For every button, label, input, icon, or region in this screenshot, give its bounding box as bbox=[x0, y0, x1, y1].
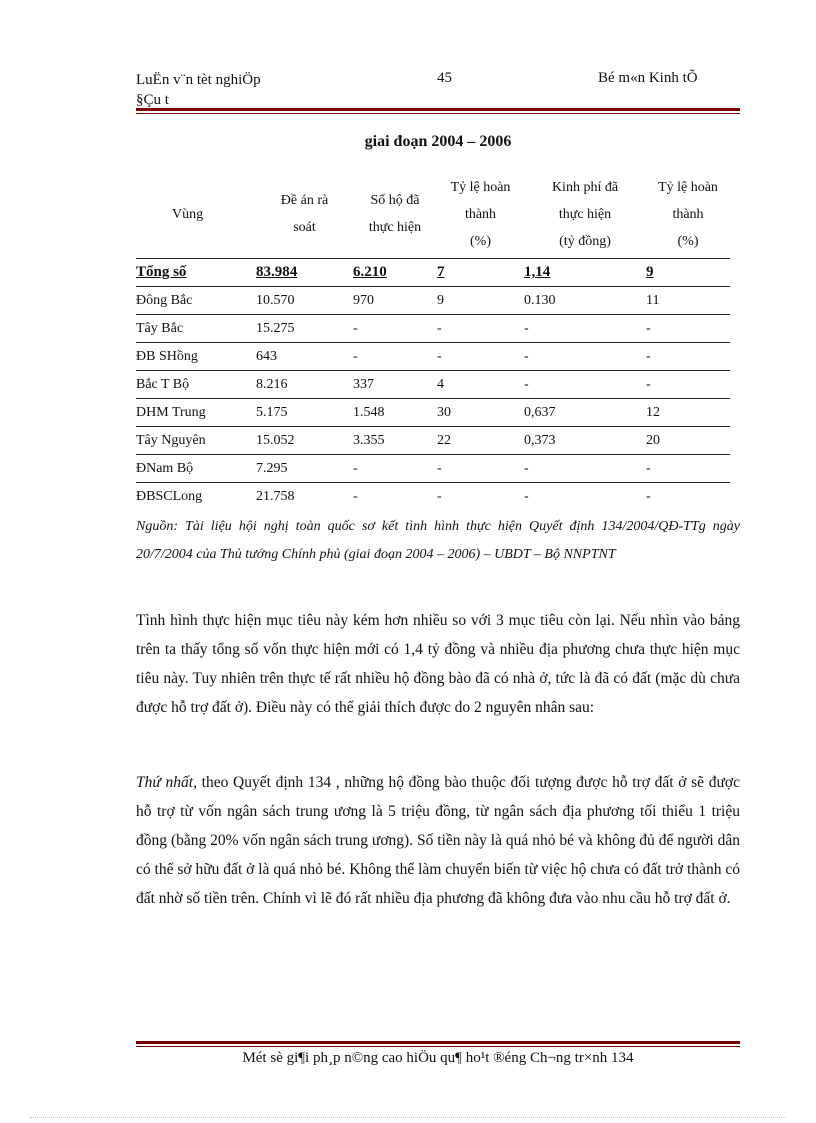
page-number: 45 bbox=[437, 70, 452, 86]
header-rule bbox=[136, 108, 740, 111]
table-row bbox=[136, 427, 730, 455]
region-cell: ĐNam Bộ bbox=[136, 455, 256, 483]
value-cell: - bbox=[437, 483, 524, 511]
region-cell: ĐBSCLong bbox=[136, 483, 256, 511]
paragraph-2 bbox=[136, 768, 740, 913]
footer-title: Mét sè gi¶i ph¸p n©ng cao hiÖu qu¶ ho¹t ®éng Ch¬ng tr×nh 134 bbox=[242, 1050, 634, 1066]
value-cell: - bbox=[524, 455, 646, 483]
table-row bbox=[136, 483, 730, 511]
value-cell: - bbox=[646, 371, 730, 399]
value-cell: 6.210 bbox=[353, 259, 437, 287]
value-cell: - bbox=[524, 343, 646, 371]
value-cell: - bbox=[646, 483, 730, 511]
header-rule-thin bbox=[136, 113, 740, 114]
value-cell: - bbox=[646, 455, 730, 483]
region-cell: Bắc T Bộ bbox=[136, 371, 256, 399]
region-cell: Tổng số bbox=[136, 259, 256, 287]
region-cell: Đông Bắc bbox=[136, 287, 256, 315]
footer-rule-thin bbox=[136, 1046, 740, 1047]
column-header: Vùng bbox=[172, 206, 204, 222]
value-cell: - bbox=[437, 343, 524, 371]
value-cell: 30 bbox=[437, 399, 524, 427]
header-thesis-subtitle: §Çu t bbox=[136, 92, 169, 108]
source-note: Nguồn: Tài liệu hội nghị toàn quốc sơ kết tình hình thực hiện Quyết định 134/2004/QĐ-TTg ngày 20/7/2004 của Thủ tướng Chính phủ (giai đoạn 2004 – 2006) – UBDT – Bộ NNPTNT bbox=[136, 519, 740, 562]
value-cell: 3.355 bbox=[353, 427, 437, 455]
value-cell: - bbox=[353, 483, 437, 511]
region-cell: Tây Bắc bbox=[136, 315, 256, 343]
value-cell: 9 bbox=[646, 259, 730, 287]
data-table bbox=[136, 170, 730, 510]
value-cell: - bbox=[437, 455, 524, 483]
value-cell: - bbox=[353, 455, 437, 483]
value-cell: 0,637 bbox=[524, 399, 646, 427]
region-cell: Tây Nguyên bbox=[136, 427, 256, 455]
value-cell: 21.758 bbox=[256, 483, 353, 511]
value-cell: 83.984 bbox=[256, 259, 353, 287]
value-cell: 1.548 bbox=[353, 399, 437, 427]
value-cell: - bbox=[524, 371, 646, 399]
paragraph-2-body: theo Quyết định 134 , những hộ đồng bào thuộc đối tượng được hỗ trợ đất ở sẽ được hỗ trợ từ vốn ngân sách trung ương là 5 triệu đồng, từ ngân sách địa phương tối thiểu 1 triệu đồng (bằng 20% vốn ngân sách trung ương). Số tiền này là quá nhỏ bé và không đủ để người dân có thể sở hữu đất ở là quá nhỏ bé. Không thể làm chuyển biến từ việc hộ chưa có đất trở thành có đất nhờ số tiền trên. Chính vì lẽ đó rất nhiều địa phương đã không đưa vào nhu cầu hỗ trợ đất ở. bbox=[136, 774, 740, 907]
value-cell: - bbox=[353, 343, 437, 371]
value-cell: 11 bbox=[646, 287, 730, 315]
value-cell: 22 bbox=[437, 427, 524, 455]
value-cell: 12 bbox=[646, 399, 730, 427]
page-edge bbox=[30, 1117, 786, 1118]
value-cell: - bbox=[524, 483, 646, 511]
value-cell: - bbox=[646, 315, 730, 343]
value-cell: 1,14 bbox=[524, 259, 646, 287]
footer-rule bbox=[136, 1041, 740, 1044]
value-cell: 10.570 bbox=[256, 287, 353, 315]
value-cell: 4 bbox=[437, 371, 524, 399]
value-cell: 15.052 bbox=[256, 427, 353, 455]
value-cell: - bbox=[524, 315, 646, 343]
table-row bbox=[136, 399, 730, 427]
column-header: Tỷ lệ hoàn thành (%) bbox=[450, 179, 511, 249]
value-cell: 8.216 bbox=[256, 371, 353, 399]
value-cell: 0,373 bbox=[524, 427, 646, 455]
column-header: Số hộ đã thực hiện bbox=[368, 193, 422, 235]
value-cell: 7 bbox=[437, 259, 524, 287]
header-left bbox=[136, 70, 261, 110]
value-cell: - bbox=[437, 315, 524, 343]
value-cell: - bbox=[353, 315, 437, 343]
table-total-row bbox=[136, 259, 730, 287]
value-cell: 5.175 bbox=[256, 399, 353, 427]
value-cell: 15.275 bbox=[256, 315, 353, 343]
value-cell: - bbox=[646, 343, 730, 371]
table-header-row bbox=[136, 170, 730, 259]
value-cell: 970 bbox=[353, 287, 437, 315]
column-header: Kinh phí đã thực hiện (tỷ đồng) bbox=[551, 179, 619, 249]
table-row bbox=[136, 315, 730, 343]
header-thesis-title: LuËn v¨n tèt nghiÖp bbox=[136, 72, 261, 88]
table-row bbox=[136, 287, 730, 315]
table-row bbox=[136, 455, 730, 483]
paragraph-2-lead: Thứ nhất, bbox=[136, 774, 197, 791]
region-cell: ĐB SHồng bbox=[136, 343, 256, 371]
column-header: Đề án rà soát bbox=[280, 193, 329, 235]
value-cell: 643 bbox=[256, 343, 353, 371]
table-row bbox=[136, 371, 730, 399]
region-cell: DHM Trung bbox=[136, 399, 256, 427]
column-header: Tỷ lệ hoàn thành (%) bbox=[658, 179, 718, 249]
value-cell: 20 bbox=[646, 427, 730, 455]
header-department: Bé m«n Kinh tÕ bbox=[598, 70, 698, 86]
value-cell: 337 bbox=[353, 371, 437, 399]
value-cell: 9 bbox=[437, 287, 524, 315]
table-caption: giai đoạn 2004 – 2006 bbox=[364, 133, 512, 150]
value-cell: 0.130 bbox=[524, 287, 646, 315]
table-row bbox=[136, 343, 730, 371]
value-cell: 7.295 bbox=[256, 455, 353, 483]
paragraph-1: Tình hình thực hiện mục tiêu này kém hơn nhiều so với 3 mục tiêu còn lại. Nếu nhìn vào bảng trên ta thấy tổng số vốn thực hiện mới có 1,4 tỷ đồng và nhiều địa phương chưa thực hiện mục tiêu này. Tuy nhiên trên thực tế rất nhiều hộ đồng bào đã có nhà ở, tức là đã có đất (mặc dù chưa được hỗ trợ đất ở). Điều này có thể giải thích được do 2 nguyên nhân sau: bbox=[136, 612, 740, 716]
